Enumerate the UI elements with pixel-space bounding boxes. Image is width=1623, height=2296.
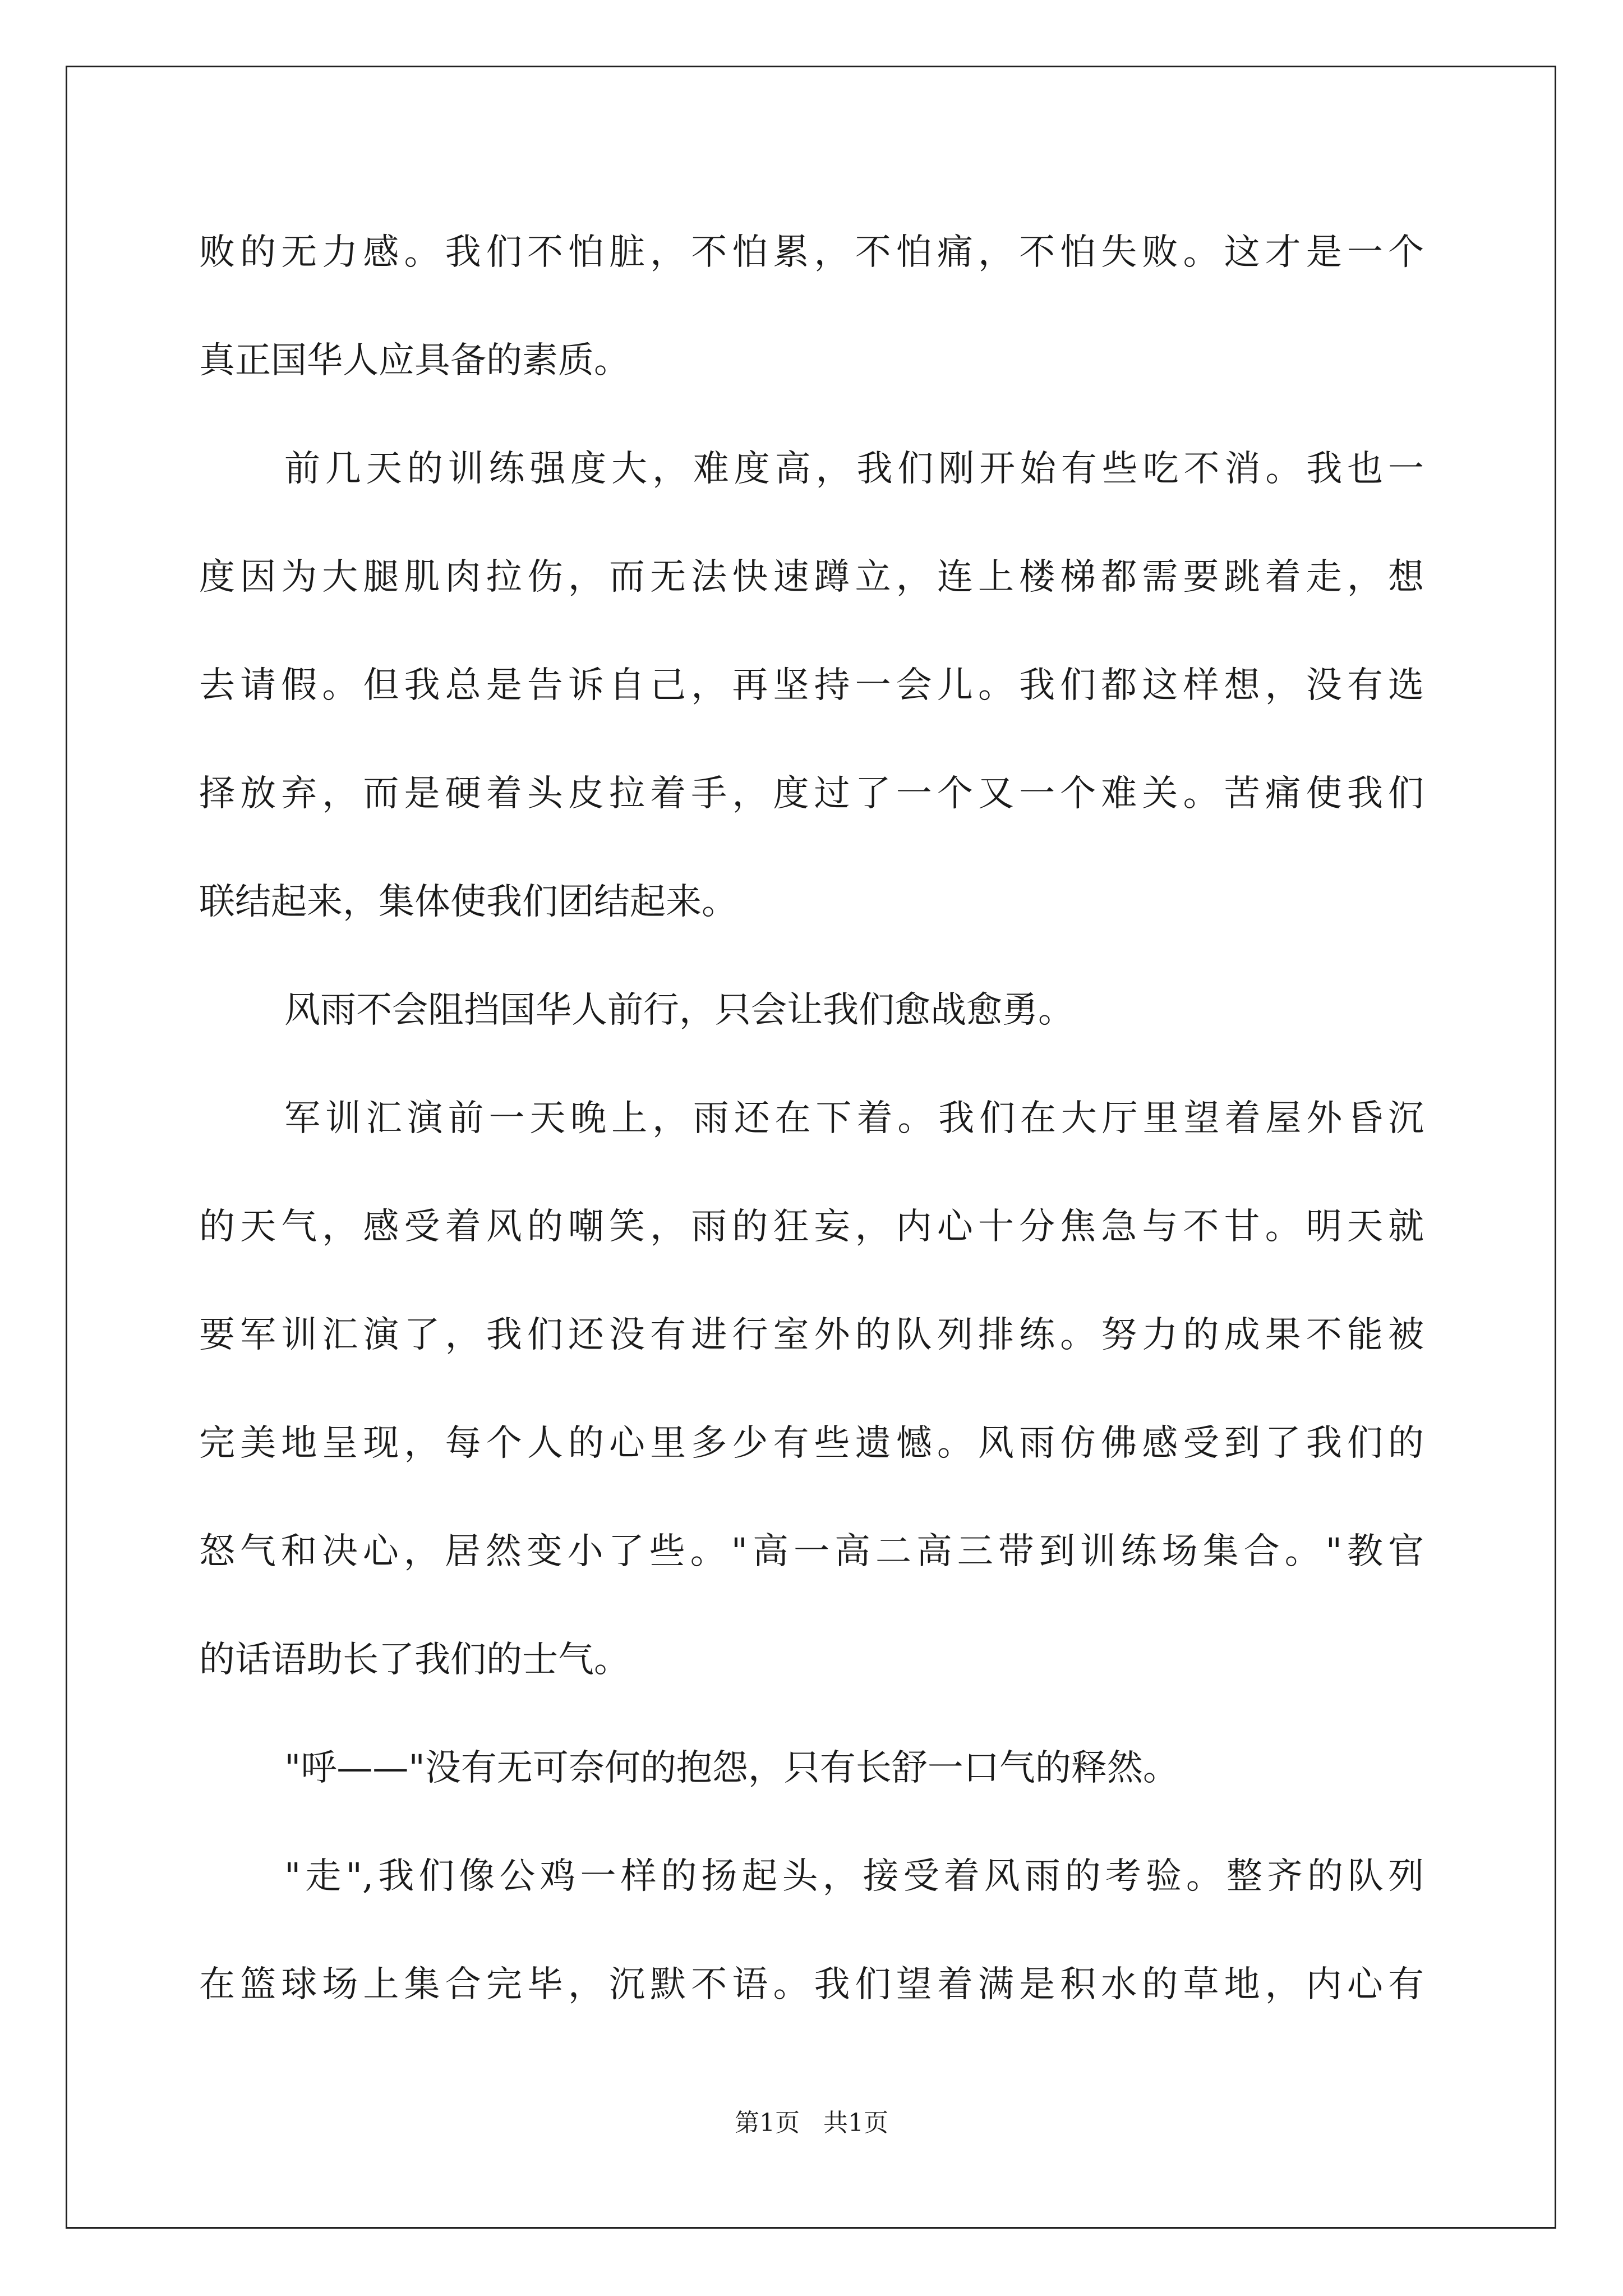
text-line: "呼——"没有无可奈何的抱怨，只有长舒一口气的释然。: [284, 1747, 1179, 1789]
text-line: 的话语助长了我们的士气。: [199, 1639, 630, 1681]
text-line: 败的无力感。我们不怕脏，不怕累，不怕痛，不怕失败。这才是一个: [199, 232, 1424, 273]
text-line: 怒气和决心，居然变小了些。"高一高二高三带到训练场集合。"教官: [199, 1531, 1424, 1572]
text-line: 择放弃，而是硬着头皮拉着手，度过了一个又一个难关。苦痛使我们: [199, 773, 1424, 815]
text-line: 完美地呈现，每个人的心里多少有些遗憾。风雨仿佛感受到了我们的: [199, 1423, 1424, 1464]
text-line: 在篮球场上集合完毕，沉默不语。我们望着满是积水的草地，内心有: [199, 1964, 1424, 2005]
text-line: 联结起来，集体使我们团结起来。: [199, 881, 737, 923]
page-footer: 第1页 共1页: [735, 2109, 888, 2137]
text-line: 军训汇演前一天晚上，雨还在下着。我们在大厅里望着屋外昏沉: [284, 1098, 1424, 1139]
text-line: "走",我们像公鸡一样的扬起头，接受着风雨的考验。整齐的队列: [284, 1856, 1424, 1897]
text-line: 要军训汇演了，我们还没有进行室外的队列排练。努力的成果不能被: [199, 1314, 1424, 1356]
text-line: 去请假。但我总是告诉自己，再坚持一会儿。我们都这样想，没有选: [199, 665, 1424, 706]
text-line: 风雨不会阻挡国华人前行，只会让我们愈战愈勇。: [284, 990, 1074, 1031]
text-line: 的天气，感受着风的嘲笑，雨的狂妄，内心十分焦急与不甘。明天就: [199, 1206, 1424, 1248]
text-line: 前几天的训练强度大，难度高，我们刚开始有些吃不消。我也一: [284, 448, 1424, 490]
text-line: 真正国华人应具备的素质。: [199, 340, 630, 381]
text-line: 度因为大腿肌肉拉伤，而无法快速蹲立，连上楼梯都需要跳着走，想: [199, 556, 1424, 598]
